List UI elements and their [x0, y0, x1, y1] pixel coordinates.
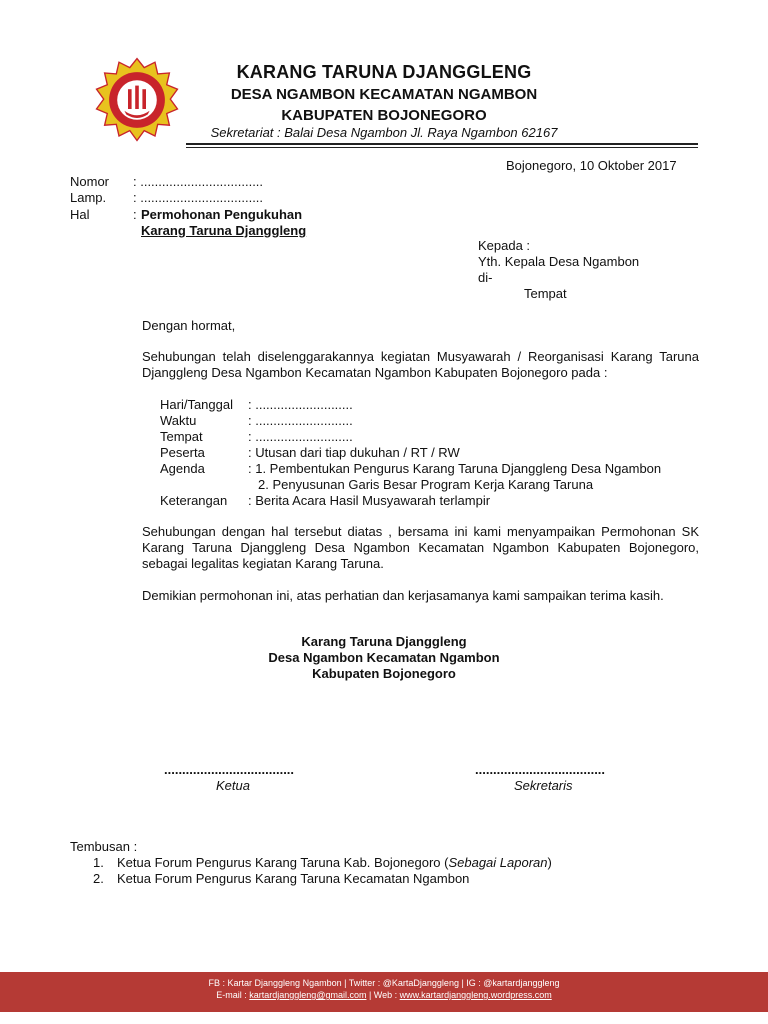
recipient-place: Tempat — [524, 286, 567, 301]
cc-item: Ketua Forum Pengurus Karang Taruna Kab. Bojonegoro (Sebagai Laporan) — [117, 855, 552, 870]
cc-number: 2. — [93, 871, 104, 886]
regency-title: KABUPATEN BOJONEGORO — [281, 107, 487, 124]
signature-line-ketua: .................................... — [164, 762, 295, 777]
detail-label: Peserta — [160, 445, 205, 460]
detail-label: Tempat — [160, 429, 203, 444]
cc-item: Ketua Forum Pengurus Karang Taruna Kecamatan Ngambon — [117, 871, 470, 886]
address-line: Sekretariat : Balai Desa Ngambon Jl. Raya Ngambon 62167 — [210, 125, 558, 140]
org-title: KARANG TARUNA DJANGGLENG — [236, 62, 532, 82]
detail-value: : ........................... — [248, 397, 353, 412]
nomor-value: : .................................. — [133, 174, 264, 189]
signature-village: Desa Ngambon Kecamatan Ngambon — [268, 650, 500, 665]
hal-label: Hal — [70, 207, 90, 222]
header-divider — [186, 143, 698, 145]
letter-date: Bojonegoro, 10 Oktober 2017 — [506, 158, 677, 173]
email-link[interactable]: kartardjanggleng@gmail.com — [249, 990, 367, 1000]
greeting: Dengan hormat, — [142, 318, 236, 333]
nomor-label: Nomor — [70, 174, 110, 189]
signature-line-sekretaris: .................................... — [475, 762, 606, 777]
cc-label: Tembusan : — [70, 839, 138, 854]
lamp-value: : .................................. — [133, 190, 264, 205]
hal-colon: : — [133, 207, 137, 222]
lamp-label: Lamp. — [70, 190, 107, 205]
recipient-label: Kepada : — [478, 238, 531, 253]
footer-bar — [0, 972, 768, 1012]
cc-number: 1. — [93, 855, 104, 870]
website-link[interactable]: www.kartardjanggleng.wordpress.com — [399, 990, 552, 1000]
header-divider-thin — [186, 147, 698, 148]
detail-value: : ........................... — [248, 413, 353, 428]
hal-value-line2: Karang Taruna Djanggleng — [141, 223, 307, 238]
recipient-name: Yth. Kepala Desa Ngambon — [478, 254, 640, 269]
recipient-di: di- — [478, 270, 493, 285]
paragraph-intro: Sehubungan telah diselenggarakannya kegiatan Musyawarah / Reorganisasi Karang Taruna Djanggleng Desa Ngambon Kecamatan Ngambon Kabupaten Bojonegoro pada : — [142, 349, 699, 380]
role-sekretaris: Sekretaris — [514, 778, 573, 793]
paragraph-closing: Demikian permohonan ini, atas perhatian dan kerjasamanya kami sampaikan terima kasih. — [142, 588, 664, 603]
detail-value: : ........................... — [248, 429, 353, 444]
village-title: DESA NGAMBON KECAMATAN NGAMBON — [230, 86, 538, 103]
detail-label: Hari/Tanggal — [160, 397, 233, 412]
footer-social: FB : Kartar Djanggleng Ngambon | Twitter : @KartaDjanggleng | IG : @kartardjanggleng — [208, 978, 560, 988]
detail-value: : Utusan dari tiap dukuhan / RT / RW — [248, 445, 460, 460]
signature-org: Karang Taruna Djanggleng — [301, 634, 467, 649]
detail-value: 2. Penyusunan Garis Besar Program Kerja Karang Taruna — [258, 477, 594, 492]
role-ketua: Ketua — [216, 778, 250, 793]
detail-value: : 1. Pembentukan Pengurus Karang Taruna Djanggleng Desa Ngambon — [248, 461, 662, 476]
detail-label: Keterangan — [160, 493, 228, 508]
footer-contact: E-mail : kartardjanggleng@gmail.com | Web : www.kartardjanggleng.wordpress.com — [216, 990, 552, 1000]
paragraph-request: Sehubungan dengan hal tersebut diatas , bersama ini kami menyampaikan Permohonan SK Karang Taruna Djanggleng Desa Ngambon Kecamatan Ngambon Kabupaten Bojonegoro, sebagai legalitas kegiatan Karang Taruna. — [142, 524, 699, 571]
signature-regency: Kabupaten Bojonegoro — [312, 666, 456, 681]
detail-value: : Berita Acara Hasil Musyawarah terlampir — [248, 493, 491, 508]
detail-label: Agenda — [160, 461, 205, 476]
detail-label: Waktu — [160, 413, 197, 428]
hal-value: Permohonan Pengukuhan — [141, 207, 303, 222]
